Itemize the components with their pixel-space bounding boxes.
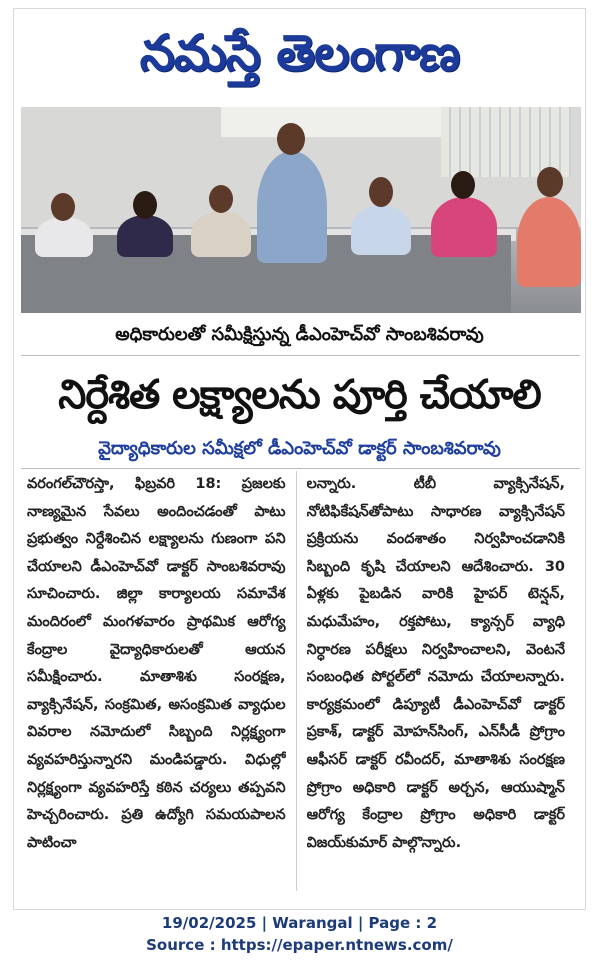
- photo-person-6: [431, 197, 497, 257]
- article-column-2: [307, 471, 566, 891]
- article-subheadline: వైద్యాధికారుల సమీక్షలో డీఎంహెచ్‌వో డాక్టర్ సాంబశివరావు: [98, 438, 501, 459]
- photo-person-1: [35, 217, 93, 257]
- article-column-1-text: వరంగల్‌చౌరస్తా, ఫిబ్రవరి 18: ప్రజలకు నాణ్యమైన సేవలు అందించడంతో పాటు ప్రభుత్వం నిర్దేశించిన లక్ష్యాలను గుణంగా పని చేయాలని డీఎంహెచ్‌వో డాక్టర్ సాంబశివరావు సూచించారు. జిల్లా కార్యాలయ సమావేశ మందిరంలో మంగళవారం ప్రాథమిక ఆరోగ్య కేంద్రాల వైద్యాధికారులతో ఆయన సమీక్షించారు. మాతాశిశు సంరక్షణ, వ్యాక్సినేషన్, సంక్రమిత, అసంక్రమిత వ్యాధుల వివరాల నమోదులో సిబ్బంది నిర్లక్ష్యంగా వ్యవహరిస్తున్నారని మండిపడ్డారు. విధుల్లో నిర్లక్ష్యంగా వ్యవహరిస్తే కఠిన చర్యలు తప్పవని హెచ్చరించారు. ప్రతి ఉద్యోగి సమయపాలన పాటించా: [27, 476, 286, 851]
- news-clipping: [13, 8, 586, 910]
- photo-person-2: [117, 215, 173, 257]
- photo-head-5: [369, 177, 393, 207]
- photo-head-3: [209, 185, 233, 213]
- source-footer: [0, 912, 599, 956]
- caption-rule: [21, 355, 580, 356]
- photo-head-4: [277, 123, 305, 155]
- article-column-1: [27, 471, 286, 891]
- photo-board: [221, 107, 441, 137]
- column-divider: [296, 471, 297, 891]
- photo-head-1: [51, 193, 75, 221]
- article-body: [27, 471, 565, 891]
- photo-head-7: [537, 167, 563, 197]
- footer-date-line: 19/02/2025 | Warangal | Page : 2: [161, 914, 438, 932]
- photo-caption: అధికారులతో సమీక్షిస్తున్న డీఎంహెచ్‌వో సాంబశివరావు: [115, 324, 484, 345]
- photo-person-3: [191, 211, 251, 257]
- photo-head-2: [133, 191, 157, 219]
- photo-person-7: [517, 197, 581, 287]
- photo-person-5: [351, 205, 411, 255]
- footer-source-line: Source : https://epaper.ntnews.com/: [146, 936, 453, 954]
- photo-head-6: [451, 171, 475, 199]
- newspaper-masthead: నమస్తే తెలంగాణ: [139, 24, 460, 82]
- subhead-rule: [21, 468, 580, 469]
- photo-person-4: [257, 151, 327, 263]
- meeting-photo: [21, 107, 581, 313]
- article-headline: నిర్దేశిత లక్ష్యాలను పూర్తి చేయాలి: [58, 372, 541, 418]
- article-column-2-text: లన్నారు. టీబీ వ్యాక్సినేషన్, నోటిఫికేషన్‌తోపాటు సాధారణ వ్యాక్సినేషన్ ప్రక్రియను వందశాతం నిర్వహించడానికి సిబ్బంది కృషి చేయాలని ఆదేశించారు. 30 ఏళ్లకు పైబడిన వారికి హైపర్ టెన్షన్, మధుమేహం, రక్తపోటు, క్యాన్సర్ వ్యాధి నిర్ధారణ పరీక్షలు నిర్వహించాలని, వెంటనే సంబంధిత పోర్టల్‌లో నమోదు చేయాలన్నారు. కార్యక్రమంలో డిప్యూటీ డీఎంహెచ్‌వో డాక్టర్ ప్రకాశ్, డాక్టర్ మోహన్‌సింగ్, ఎన్‌సీడీ ప్రోగ్రాం ఆఫీసర్ డాక్టర్ రవీందర్, మాతాశిశు సంరక్షణ ప్రోగ్రాం అధికారి డాక్టర్ అర్చన, ఆయుష్మాన్ ఆరోగ్య కేంద్రాల ప్రోగ్రాం అధికారి డాక్టర్ విజయ్‌కుమార్ పాల్గొన్నారు.: [306, 476, 565, 851]
